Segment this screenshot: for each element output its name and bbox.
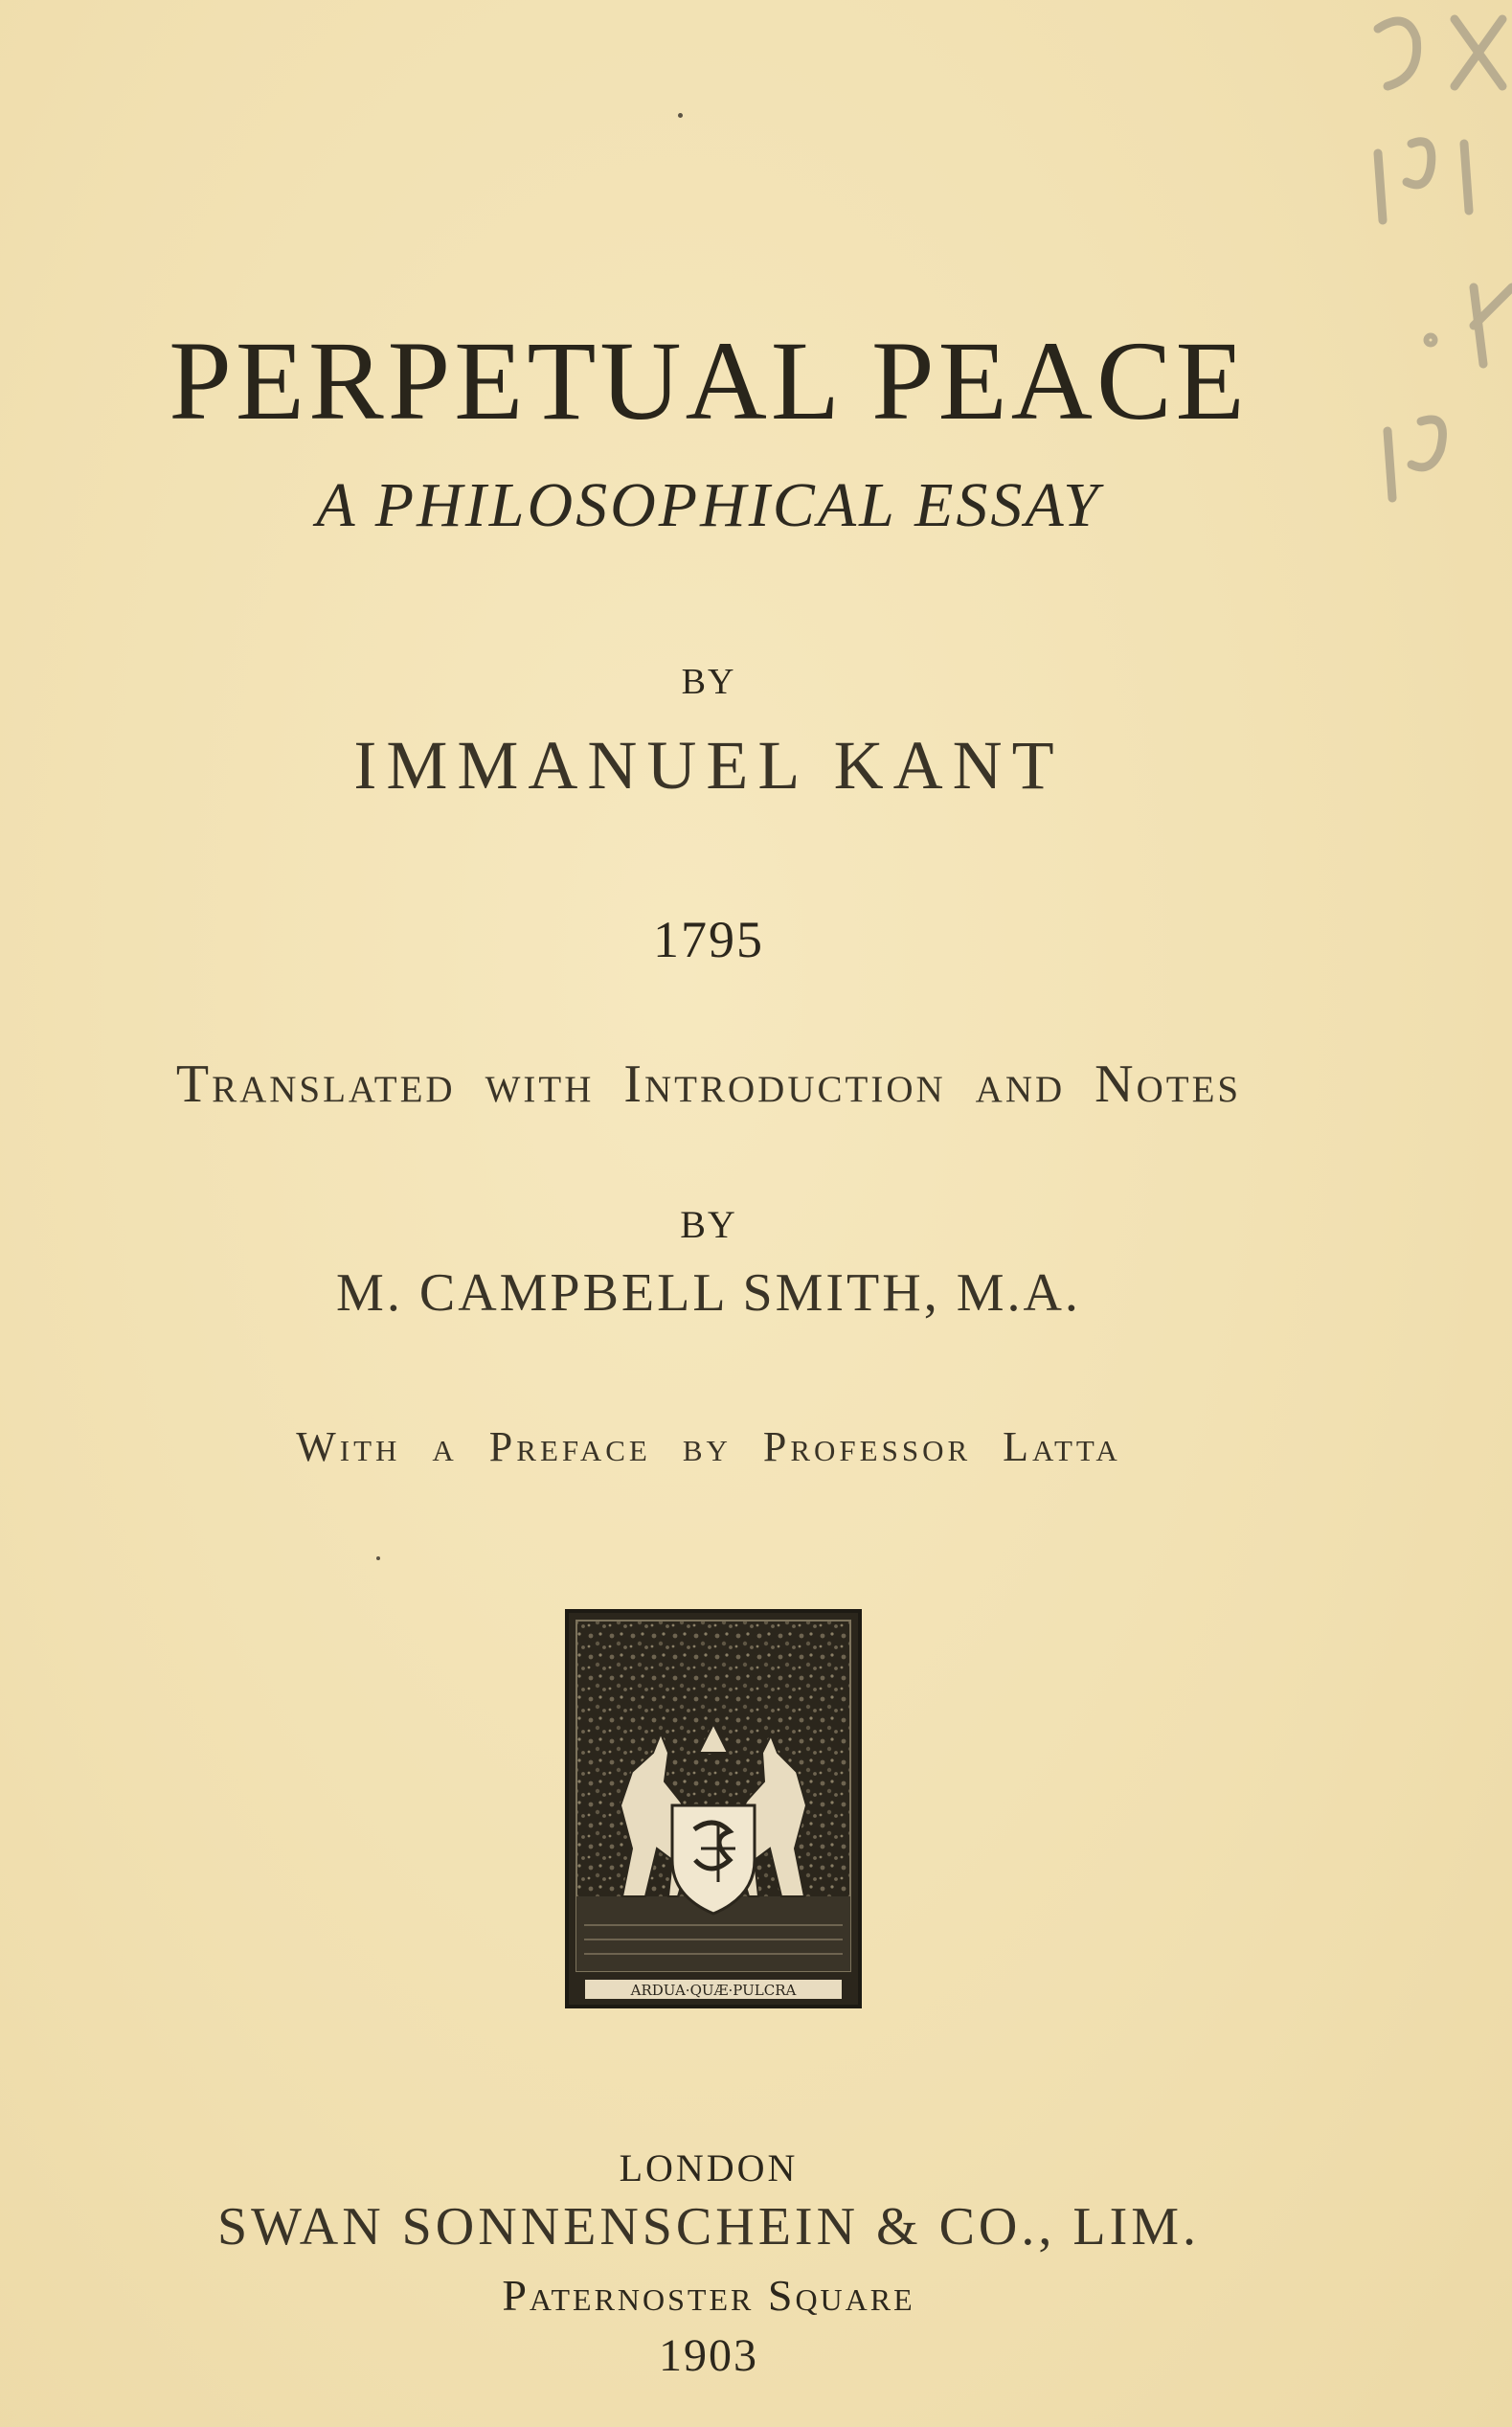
original-year: 1795 bbox=[653, 911, 764, 968]
imprint-city: LONDON bbox=[619, 2146, 799, 2189]
author-name: IMMANUEL KANT bbox=[353, 727, 1064, 804]
handwritten-shelfmark-icon bbox=[1330, 0, 1512, 536]
translator-name: M. CAMPBELL SMITH, M.A. bbox=[336, 1263, 1081, 1323]
paper-speck bbox=[678, 113, 683, 118]
by-label-translator: BY bbox=[680, 1203, 737, 1246]
by-label: BY bbox=[681, 662, 736, 702]
imprint-publisher: SWAN SONNENSCHEIN & CO., LIM. bbox=[216, 2197, 1201, 2257]
preface-note: With a Preface by Professor Latta bbox=[296, 1423, 1121, 1470]
book-subtitle: A PHILOSOPHICAL ESSAY bbox=[316, 470, 1101, 540]
imprint-year: 1903 bbox=[659, 2330, 758, 2381]
translation-note: Translated with Introduction and Notes bbox=[175, 1055, 1242, 1114]
imprint-address: Paternoster Square bbox=[502, 2271, 915, 2320]
book-title: PERPETUAL PEACE bbox=[169, 318, 1249, 443]
paper-speck bbox=[376, 1556, 380, 1560]
publisher-device-icon bbox=[565, 1609, 862, 2008]
emblem-motto: ARDUA·QUÆ·PULCRA bbox=[630, 1982, 797, 1999]
